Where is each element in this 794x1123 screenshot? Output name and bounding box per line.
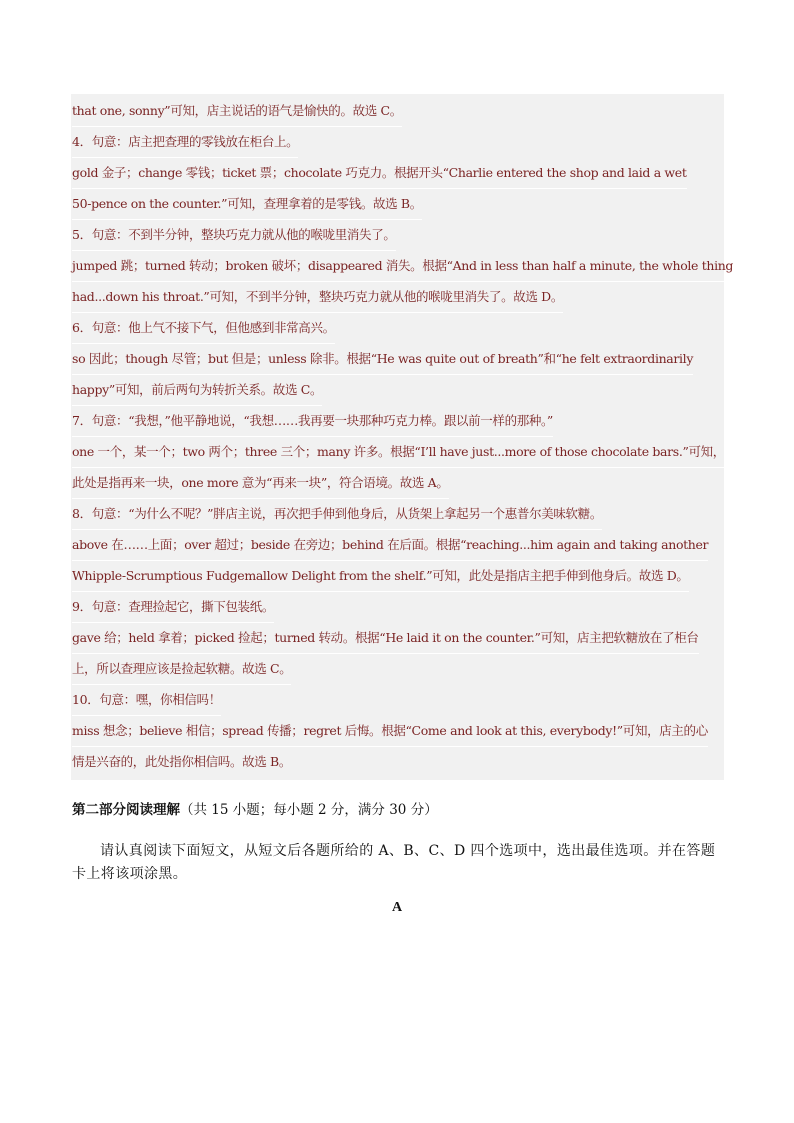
explanation-line: 上，所以查理应该是捡起软糖。故选 C。: [72, 653, 291, 685]
explanation-line: 情是兴奋的，此处指你相信吗。故选 B。: [72, 754, 292, 769]
question-meaning-6: 6．句意：他上气不接下气，但他感到非常高兴。: [72, 312, 335, 344]
explanation-line: gold 金子；change 零钱；ticket 票；chocolate 巧克力。根据开头“Charlie entered the shop and laid a wet: [72, 157, 687, 189]
section-detail: （共 15 小题；每小题 2 分，满分 30 分）: [180, 802, 438, 818]
question-meaning-9: 9．句意：查理捡起它，撕下包装纸。: [72, 591, 274, 623]
question-meaning-8: 8．句意：“为什么不呢？”胖店主说，再次把手伸到他身后，从货架上拿起另一个惠普尔美味软糖。: [72, 498, 602, 530]
explanation-line: 此处是指再来一块，one more 意为“再来一块”，符合语境。故选 A。: [72, 467, 449, 499]
question-meaning-10: 10．句意：嘿，你相信吗！: [72, 684, 221, 716]
explanation-line: gave 给；held 拿着；picked 捡起；turned 转动。根据“He laid it on the counter.”可知，店主把软糖放在了柜台: [72, 622, 699, 654]
explanation-line: miss 想念；believe 相信；spread 传播；regret 后悔。根据“Come and look at this, everybody!”可知，店主的心: [72, 715, 708, 747]
question-meaning-5: 5．句意：不到半分钟，整块巧克力就从他的喉咙里消失了。: [72, 219, 396, 251]
explanation-line: jumped 跳；turned 转动；broken 破坏；disappeared 消失。根据“And in less than half a minute, the whole thing: [72, 250, 733, 282]
instruction-paragraph: 请认真阅读下面短文，从短文后各题所给的 A、B、C、D 四个选项中，选出最佳选项。并在答题卡上将该项涂黑。: [72, 843, 716, 882]
explanation-line: above 在……上面；over 超过；beside 在旁边；behind 在后面。根据“reaching...him again and taking another: [72, 529, 708, 561]
explanation-line: had...down his throat.”可知，不到半分钟，整块巧克力就从他的喉咙里消失了。故选 D。: [72, 281, 563, 313]
explanation-line: that one, sonny”可知，店主说话的语气是愉快的。故选 C。: [72, 95, 402, 127]
explanation-line: Whipple-Scrumptious Fudgemallow Delight from the shelf.”可知，此处是指店主把手伸到他身后。故选 D。: [72, 560, 689, 592]
explanation-line: so 因此；though 尽管；but 但是；unless 除非。根据“He was quite out of breath”和“he felt extraordinarily: [72, 343, 693, 375]
explanation-line: 50-pence on the counter.”可知，查理拿着的是零钱。故选 B。: [72, 188, 422, 220]
question-meaning-7: 7．句意：“我想，”他平静地说，“我想……我再要一块那种巧克力棒。跟以前一样的那种。”: [72, 405, 553, 437]
section-heading: [72, 799, 438, 821]
explanation-line: happy”可知，前后两句为转折关系。故选 C。: [72, 374, 322, 406]
question-meaning-4: 4．句意：店主把查理的零钱放在柜台上。: [72, 126, 298, 158]
passage-label: A: [391, 900, 403, 915]
section-title: 第二部分阅读理解: [72, 802, 180, 818]
explanation-line: one 一个，某一个；two 两个；three 三个；many 许多。根据“I’ll have just...more of those chocolate bars.”可知，: [72, 436, 725, 468]
